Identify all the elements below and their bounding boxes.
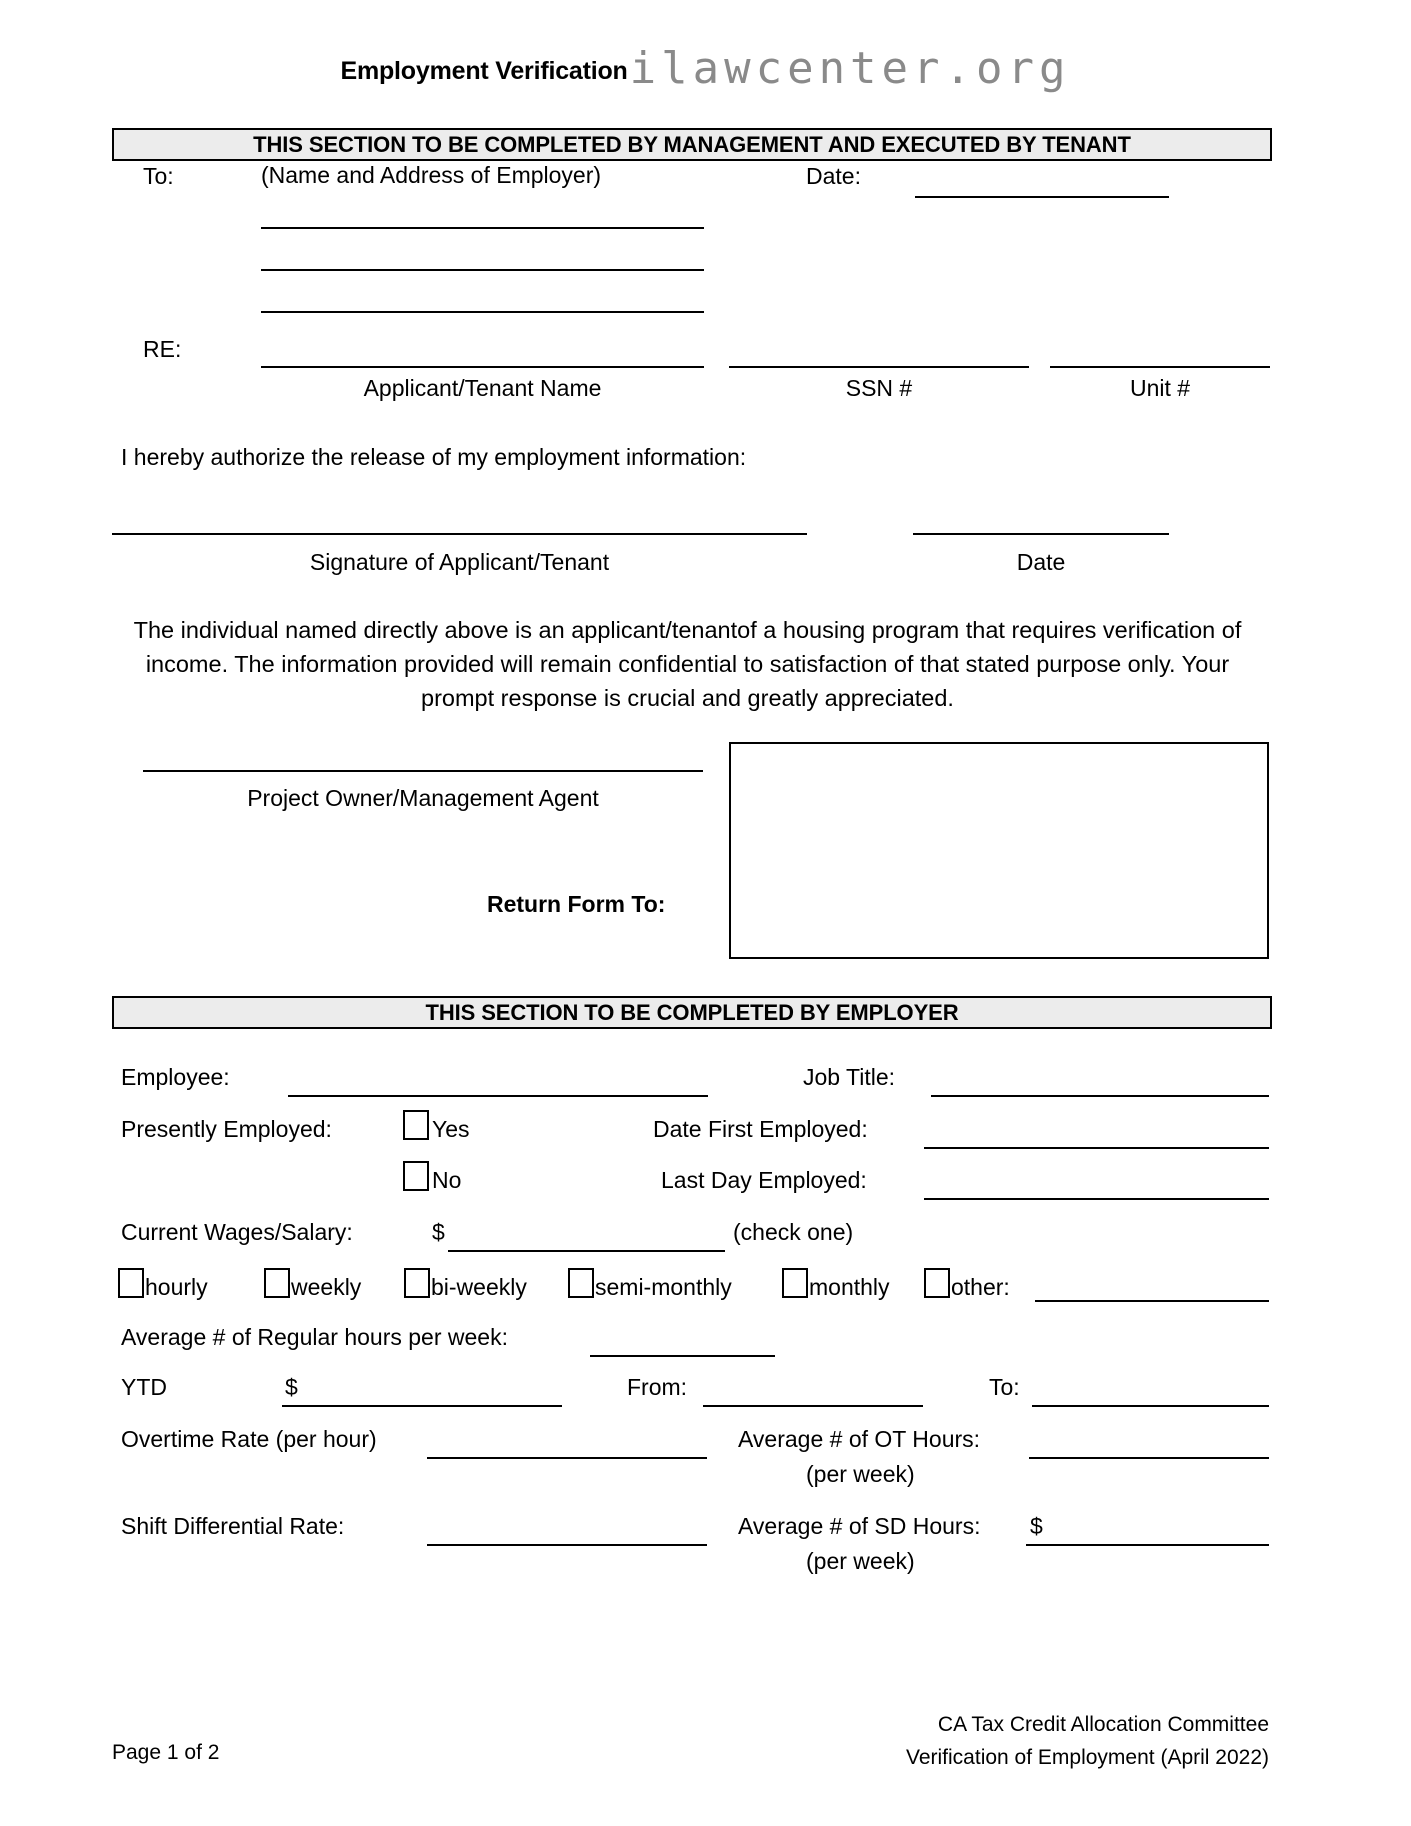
agency-name: CA Tax Credit Allocation Committee xyxy=(937,1713,1269,1736)
ytd-from-input-line[interactable] xyxy=(703,1405,923,1407)
job-title-label: Job Title: xyxy=(803,1064,896,1090)
ssn-caption: SSN # xyxy=(845,375,913,401)
return-address-box[interactable] xyxy=(729,742,1269,959)
ytd-to-label: To: xyxy=(989,1374,1020,1400)
presently-employed-yes-label: Yes xyxy=(432,1116,470,1142)
form-version: Verification of Employment (April 2022) xyxy=(906,1746,1269,1769)
project-owner-caption: Project Owner/Management Agent xyxy=(247,785,599,811)
avg-regular-hours-label: Average # of Regular hours per week: xyxy=(121,1324,508,1350)
to-label: To: xyxy=(143,163,174,189)
section-header-management xyxy=(112,128,1272,161)
check-one-hint: (check one) xyxy=(733,1219,854,1245)
return-form-to-label: Return Form To: xyxy=(487,891,666,917)
page-number-label: Page 1 of 2 xyxy=(112,1741,220,1764)
shift-differential-input-line[interactable] xyxy=(427,1544,707,1546)
page-title: Employment Verification xyxy=(340,56,628,85)
ssn-input-line[interactable] xyxy=(729,366,1029,368)
avg-sd-hours-label: Average # of SD Hours: xyxy=(738,1513,981,1539)
date-first-employed-label: Date First Employed: xyxy=(653,1116,868,1142)
ytd-label: YTD xyxy=(121,1374,167,1400)
current-wages-label: Current Wages/Salary: xyxy=(121,1219,353,1245)
date-label: Date: xyxy=(806,163,861,189)
checkbox-bi-weekly[interactable] xyxy=(404,1268,430,1298)
other-frequency-input-line[interactable] xyxy=(1035,1300,1269,1302)
employee-label: Employee: xyxy=(121,1064,230,1090)
current-wages-dollar-sign: $ xyxy=(432,1219,445,1245)
overtime-rate-input-line[interactable] xyxy=(427,1457,707,1459)
confidentiality-paragraph: The individual named directly above is an applicant/tenantof a housing program that requires verification of income. The information provided will remain confidential to satisfaction of that stated purpose only. Your prompt response is crucial and greatly appreciated. xyxy=(133,617,1242,711)
label-hourly: hourly xyxy=(145,1274,208,1300)
avg-sd-hours-input-line[interactable] xyxy=(1026,1544,1269,1546)
checkbox-other[interactable] xyxy=(924,1268,950,1298)
last-day-employed-label: Last Day Employed: xyxy=(661,1167,867,1193)
agency-footer xyxy=(600,1708,1269,1774)
signature-date-caption: Date xyxy=(1016,549,1066,575)
label-semi-monthly: semi-monthly xyxy=(595,1274,732,1300)
ytd-dollar-sign: $ xyxy=(285,1374,298,1400)
employer-address-line-2[interactable] xyxy=(261,269,704,271)
section-header-management-label: THIS SECTION TO BE COMPLETED BY MANAGEMENT AND EXECUTED BY TENANT xyxy=(253,131,1131,157)
label-weekly: weekly xyxy=(291,1274,362,1300)
signature-input-line[interactable] xyxy=(112,533,807,535)
job-title-input-line[interactable] xyxy=(931,1095,1269,1097)
employee-input-line[interactable] xyxy=(288,1095,708,1097)
date-first-employed-input-line[interactable] xyxy=(924,1147,1269,1149)
checkbox-monthly[interactable] xyxy=(782,1268,808,1298)
sd-dollar-sign: $ xyxy=(1030,1513,1043,1539)
ytd-to-input-line[interactable] xyxy=(1032,1405,1269,1407)
checkbox-semi-monthly[interactable] xyxy=(568,1268,594,1298)
last-day-employed-input-line[interactable] xyxy=(924,1198,1269,1200)
checkbox-presently-employed-yes[interactable] xyxy=(403,1110,429,1140)
label-monthly: monthly xyxy=(809,1274,890,1300)
document-header xyxy=(0,40,1411,102)
section-header-employer-label: THIS SECTION TO BE COMPLETED BY EMPLOYER xyxy=(425,999,959,1025)
per-week-note-sd: (per week) xyxy=(806,1548,915,1574)
signature-caption: Signature of Applicant/Tenant xyxy=(309,549,610,575)
employer-address-hint: (Name and Address of Employer) xyxy=(261,162,602,188)
unit-caption: Unit # xyxy=(1129,375,1191,401)
per-week-note-ot: (per week) xyxy=(806,1461,915,1487)
avg-regular-hours-input-line[interactable] xyxy=(590,1355,775,1357)
current-wages-input-line[interactable] xyxy=(448,1250,725,1252)
avg-ot-hours-input-line[interactable] xyxy=(1029,1457,1269,1459)
date-input-line[interactable] xyxy=(915,196,1169,198)
label-bi-weekly: bi-weekly xyxy=(431,1274,527,1300)
presently-employed-no-label: No xyxy=(432,1167,462,1193)
avg-ot-hours-label: Average # of OT Hours: xyxy=(738,1426,981,1452)
employer-address-line-1[interactable] xyxy=(261,227,704,229)
watermark-text: ilawcenter.org xyxy=(629,43,1071,94)
presently-employed-label: Presently Employed: xyxy=(121,1116,332,1142)
checkbox-hourly[interactable] xyxy=(118,1268,144,1298)
employer-address-line-3[interactable] xyxy=(261,311,704,313)
re-label: RE: xyxy=(143,336,182,362)
signature-date-input-line[interactable] xyxy=(913,533,1169,535)
ytd-from-label: From: xyxy=(627,1374,688,1400)
overtime-rate-label: Overtime Rate (per hour) xyxy=(121,1426,377,1452)
shift-differential-label: Shift Differential Rate: xyxy=(121,1513,345,1539)
unit-input-line[interactable] xyxy=(1050,366,1270,368)
label-other: other: xyxy=(951,1274,1010,1300)
applicant-name-input-line[interactable] xyxy=(261,366,704,368)
checkbox-weekly[interactable] xyxy=(264,1268,290,1298)
section-header-employer xyxy=(112,996,1272,1029)
ytd-input-line[interactable] xyxy=(282,1405,562,1407)
applicant-name-caption: Applicant/Tenant Name xyxy=(363,375,602,401)
project-owner-input-line[interactable] xyxy=(143,770,703,772)
checkbox-presently-employed-no[interactable] xyxy=(403,1161,429,1191)
authorize-statement: I hereby authorize the release of my employment information: xyxy=(121,444,747,470)
